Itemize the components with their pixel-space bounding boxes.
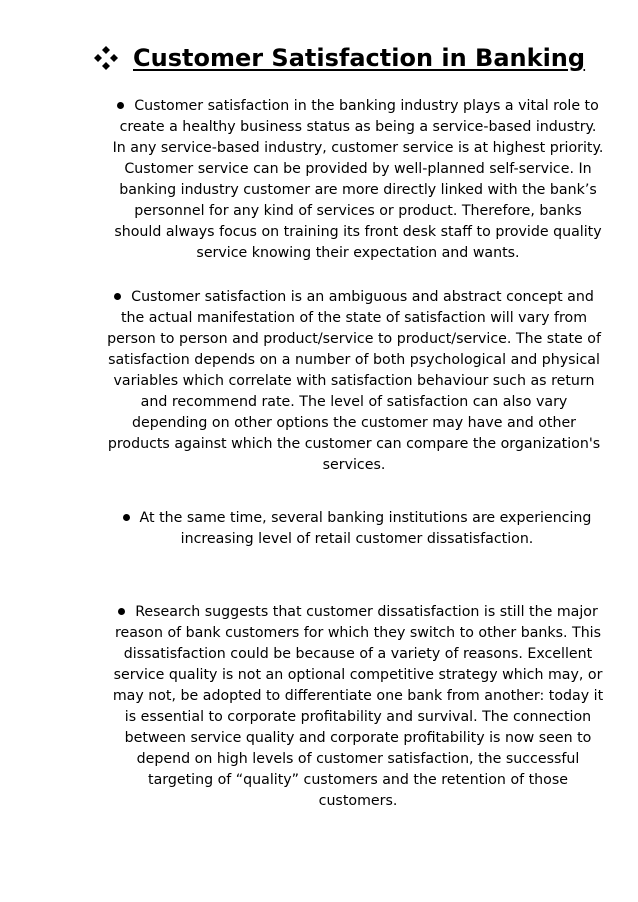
paragraph-4: Research suggests that customer dissatisfaction is still the major reason of bank customers for which they switch to other banks. This dissatisfaction could be because of a variety of reasons. Excellent service quality is not an optional competitive strategy which may, or may not, be adopted to differentiate one bank from another: today it is essential to corporate profitability and survival. The connection between service quality and corporate profitability is now seen to depend on high levels of customer satisfaction, the successful targeting of “quality” customers and the retention of those customers. bbox=[112, 604, 604, 809]
page-title: Customer Satisfaction in Banking bbox=[133, 44, 586, 72]
bullet-icon bbox=[114, 293, 121, 300]
paragraph-1: Customer satisfaction in the banking industry plays a vital role to create a healthy business status as being a service-based industry. In any service-based industry, customer service is at highest priority. Customer service can be provided by well-planned self-service. In banking industry customer are more directly linked with the bank’s personnel for any kind of services or product. Therefore, banks should always focus on training its front desk staff to provide quality service knowing their expectation and wants. bbox=[112, 98, 604, 261]
paragraph-3: At the same time, several banking institutions are experiencing increasing level of retail customer dissatisfaction. bbox=[120, 508, 594, 550]
bullet-icon bbox=[123, 514, 130, 521]
paragraph-2: Customer satisfaction is an ambiguous and abstract concept and the actual manifestation of the state of satisfaction will vary from person to person and product/service to product/service. The state of satisfaction depends on a number of both psychological and physical variables which correlate with satisfaction behaviour such as return and recommend rate. The level of satisfaction can also vary depending on other options the customer may have and other products against which the customer can compare the organization's services. bbox=[107, 289, 601, 473]
diamond-four-icon bbox=[93, 45, 119, 71]
bullet-icon bbox=[117, 102, 124, 109]
bullet-icon bbox=[118, 608, 125, 615]
section-heading bbox=[93, 44, 585, 72]
